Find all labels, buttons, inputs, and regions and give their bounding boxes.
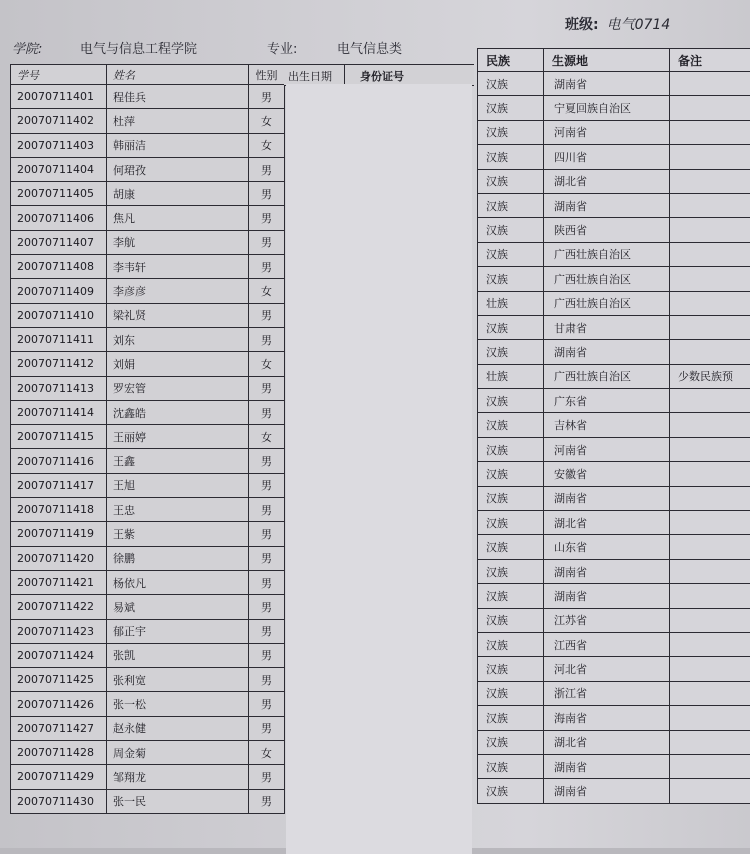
origin-cell: 吉林省 xyxy=(544,413,670,437)
student-id-cell: 20070711401 xyxy=(11,85,107,109)
col-remarks: 备注 xyxy=(670,49,750,72)
gender-cell: 男 xyxy=(249,376,285,400)
remark-cell xyxy=(670,486,750,510)
student-id-cell: 20070711402 xyxy=(11,109,107,133)
col-ethnicity: 民族 xyxy=(478,49,544,72)
origin-cell: 湖北省 xyxy=(544,169,670,193)
table-row xyxy=(478,169,750,193)
class-label: 班级: xyxy=(565,17,599,33)
remark-cell xyxy=(670,145,750,169)
remark-cell xyxy=(670,96,750,120)
origin-cell: 湖北省 xyxy=(544,511,670,535)
gender-cell: 男 xyxy=(249,765,285,789)
gender-cell: 男 xyxy=(249,85,285,109)
col-birth-date: 出生日期 xyxy=(288,68,332,84)
name-cell: 李航 xyxy=(107,230,249,254)
table-row xyxy=(478,242,750,266)
name-cell: 梁礼贤 xyxy=(107,303,249,327)
table-row xyxy=(478,437,750,461)
name-cell: 王紫 xyxy=(107,522,249,546)
table-row xyxy=(11,400,285,424)
gender-cell: 男 xyxy=(249,206,285,230)
name-cell: 胡康 xyxy=(107,182,249,206)
student-id-cell: 20070711416 xyxy=(11,449,107,473)
table-row xyxy=(478,291,750,315)
origin-cell: 宁夏回族自治区 xyxy=(544,96,670,120)
table-row xyxy=(478,486,750,510)
gender-cell: 男 xyxy=(249,449,285,473)
remark-cell xyxy=(670,267,750,291)
ethnicity-cell: 汉族 xyxy=(478,706,544,730)
table-row xyxy=(11,206,285,230)
ethnicity-cell: 汉族 xyxy=(478,145,544,169)
remark-cell xyxy=(670,169,750,193)
ethnicity-cell: 汉族 xyxy=(478,779,544,803)
student-id-cell: 20070711411 xyxy=(11,327,107,351)
student-id-cell: 20070711426 xyxy=(11,692,107,716)
student-id-cell: 20070711406 xyxy=(11,206,107,230)
origin-cell: 广西壮族自治区 xyxy=(544,242,670,266)
student-id-cell: 20070711413 xyxy=(11,376,107,400)
name-cell: 罗宏管 xyxy=(107,376,249,400)
origin-cell: 湖北省 xyxy=(544,730,670,754)
table-row xyxy=(478,267,750,291)
table-row xyxy=(478,779,750,803)
student-id-cell: 20070711424 xyxy=(11,643,107,667)
table-row xyxy=(478,730,750,754)
origin-cell: 江西省 xyxy=(544,632,670,656)
table-row xyxy=(11,327,285,351)
table-row xyxy=(11,498,285,522)
student-table-right xyxy=(477,48,750,804)
table-row xyxy=(478,193,750,217)
table-row xyxy=(11,668,285,692)
middle-header-strip xyxy=(284,64,474,86)
table-row xyxy=(11,595,285,619)
table-row xyxy=(11,741,285,765)
origin-cell: 甘肃省 xyxy=(544,315,670,339)
student-id-cell: 20070711427 xyxy=(11,716,107,740)
ethnicity-cell: 汉族 xyxy=(478,169,544,193)
student-id-cell: 20070711404 xyxy=(11,157,107,181)
gender-cell: 男 xyxy=(249,400,285,424)
remark-cell xyxy=(670,413,750,437)
table-row xyxy=(478,413,750,437)
student-id-cell: 20070711405 xyxy=(11,182,107,206)
name-cell: 刘娟 xyxy=(107,352,249,376)
student-id-cell: 20070711408 xyxy=(11,255,107,279)
table-row xyxy=(11,255,285,279)
table-row xyxy=(11,425,285,449)
gender-cell: 女 xyxy=(249,133,285,157)
col-origin: 生源地 xyxy=(544,49,670,72)
gender-cell: 男 xyxy=(249,595,285,619)
student-id-cell: 20070711414 xyxy=(11,400,107,424)
table-row xyxy=(11,546,285,570)
name-cell: 程佳兵 xyxy=(107,85,249,109)
table-row xyxy=(11,133,285,157)
table-row xyxy=(478,96,750,120)
remark-cell xyxy=(670,437,750,461)
remark-cell xyxy=(670,462,750,486)
table-row xyxy=(478,754,750,778)
ethnicity-cell: 汉族 xyxy=(478,315,544,339)
student-id-cell: 20070711415 xyxy=(11,425,107,449)
table-row xyxy=(478,364,750,388)
origin-cell: 湖南省 xyxy=(544,486,670,510)
table-row xyxy=(11,789,285,813)
major-value: 电气信息类 xyxy=(337,38,402,57)
name-cell: 易斌 xyxy=(107,595,249,619)
table-row xyxy=(11,522,285,546)
origin-cell: 河北省 xyxy=(544,657,670,681)
college-label: 学院: xyxy=(12,38,42,57)
table-row xyxy=(478,706,750,730)
origin-cell: 河南省 xyxy=(544,120,670,144)
major-label: 专业: xyxy=(267,38,297,57)
student-id-cell: 20070711407 xyxy=(11,230,107,254)
remark-cell xyxy=(670,291,750,315)
student-id-cell: 20070711419 xyxy=(11,522,107,546)
student-id-cell: 20070711409 xyxy=(11,279,107,303)
ethnicity-cell: 汉族 xyxy=(478,730,544,754)
remark-cell xyxy=(670,632,750,656)
student-id-cell: 20070711422 xyxy=(11,595,107,619)
student-id-cell: 20070711417 xyxy=(11,473,107,497)
remark-cell xyxy=(670,657,750,681)
col-id-number: 身份证号 xyxy=(360,68,404,84)
origin-cell: 陕西省 xyxy=(544,218,670,242)
student-id-cell: 20070711412 xyxy=(11,352,107,376)
table-row xyxy=(478,657,750,681)
name-cell: 李彦彦 xyxy=(107,279,249,303)
student-id-cell: 20070711420 xyxy=(11,546,107,570)
table-row xyxy=(478,218,750,242)
table-row xyxy=(11,157,285,181)
gender-cell: 男 xyxy=(249,716,285,740)
gender-cell: 女 xyxy=(249,352,285,376)
remark-cell xyxy=(670,584,750,608)
origin-cell: 浙江省 xyxy=(544,681,670,705)
gender-cell: 男 xyxy=(249,327,285,351)
gender-cell: 男 xyxy=(249,498,285,522)
remark-cell xyxy=(670,193,750,217)
column-divider xyxy=(344,65,345,85)
remark-cell: 少数民族预 xyxy=(670,364,750,388)
table-row xyxy=(478,535,750,559)
name-cell: 沈鑫皓 xyxy=(107,400,249,424)
gender-cell: 女 xyxy=(249,109,285,133)
name-cell: 张一松 xyxy=(107,692,249,716)
remark-cell xyxy=(670,242,750,266)
table-row xyxy=(11,692,285,716)
gender-cell: 男 xyxy=(249,157,285,181)
origin-cell: 河南省 xyxy=(544,437,670,461)
remark-cell xyxy=(670,779,750,803)
name-cell: 韩丽洁 xyxy=(107,133,249,157)
name-cell: 邹翔龙 xyxy=(107,765,249,789)
remark-cell xyxy=(670,754,750,778)
origin-cell: 广西壮族自治区 xyxy=(544,364,670,388)
name-cell: 王旭 xyxy=(107,473,249,497)
table-row xyxy=(11,716,285,740)
ethnicity-cell: 汉族 xyxy=(478,267,544,291)
class-info xyxy=(565,14,670,34)
origin-cell: 湖南省 xyxy=(544,193,670,217)
ethnicity-cell: 汉族 xyxy=(478,608,544,632)
table-row xyxy=(11,643,285,667)
student-id-cell: 20070711429 xyxy=(11,765,107,789)
gender-cell: 男 xyxy=(249,692,285,716)
student-id-cell: 20070711421 xyxy=(11,570,107,594)
gender-cell: 男 xyxy=(249,473,285,497)
table-row xyxy=(11,352,285,376)
student-id-cell: 20070711428 xyxy=(11,741,107,765)
remark-cell xyxy=(670,72,750,96)
gender-cell: 女 xyxy=(249,741,285,765)
right-header-row xyxy=(478,49,750,72)
gender-cell: 男 xyxy=(249,182,285,206)
name-cell: 赵永健 xyxy=(107,716,249,740)
name-cell: 刘东 xyxy=(107,327,249,351)
origin-cell: 江苏省 xyxy=(544,608,670,632)
class-value: 电气0714 xyxy=(607,17,671,33)
table-row xyxy=(11,376,285,400)
origin-cell: 安徽省 xyxy=(544,462,670,486)
remark-cell xyxy=(670,681,750,705)
name-cell: 张凯 xyxy=(107,643,249,667)
table-row xyxy=(478,584,750,608)
table-row xyxy=(478,72,750,96)
ethnicity-cell: 汉族 xyxy=(478,72,544,96)
origin-cell: 湖南省 xyxy=(544,72,670,96)
gender-cell: 男 xyxy=(249,668,285,692)
table-row xyxy=(478,632,750,656)
table-row xyxy=(478,559,750,583)
name-cell: 何珺孜 xyxy=(107,157,249,181)
student-id-cell: 20070711410 xyxy=(11,303,107,327)
ethnicity-cell: 汉族 xyxy=(478,462,544,486)
remark-cell xyxy=(670,730,750,754)
gender-cell: 男 xyxy=(249,643,285,667)
table-row xyxy=(11,85,285,109)
origin-cell: 广东省 xyxy=(544,389,670,413)
origin-cell: 湖南省 xyxy=(544,559,670,583)
ethnicity-cell: 汉族 xyxy=(478,584,544,608)
col-student-id: 学号 xyxy=(11,65,107,85)
remark-cell xyxy=(670,389,750,413)
remark-cell xyxy=(670,608,750,632)
origin-cell: 广西壮族自治区 xyxy=(544,267,670,291)
remark-cell xyxy=(670,559,750,583)
table-row xyxy=(478,511,750,535)
table-row xyxy=(11,449,285,473)
ethnicity-cell: 汉族 xyxy=(478,657,544,681)
ethnicity-cell: 汉族 xyxy=(478,193,544,217)
origin-cell: 四川省 xyxy=(544,145,670,169)
ethnicity-cell: 汉族 xyxy=(478,389,544,413)
name-cell: 杨依凡 xyxy=(107,570,249,594)
ethnicity-cell: 汉族 xyxy=(478,218,544,242)
remark-cell xyxy=(670,511,750,535)
ethnicity-cell: 汉族 xyxy=(478,96,544,120)
gender-cell: 男 xyxy=(249,303,285,327)
gender-cell: 男 xyxy=(249,789,285,813)
origin-cell: 湖南省 xyxy=(544,340,670,364)
masked-column-area xyxy=(286,84,472,854)
ethnicity-cell: 汉族 xyxy=(478,437,544,461)
table-row xyxy=(11,279,285,303)
table-row xyxy=(478,145,750,169)
name-cell: 郁正宇 xyxy=(107,619,249,643)
ethnicity-cell: 汉族 xyxy=(478,340,544,364)
table-row xyxy=(11,570,285,594)
name-cell: 张一民 xyxy=(107,789,249,813)
remark-cell xyxy=(670,120,750,144)
col-name: 姓名 xyxy=(107,65,249,85)
table-row xyxy=(11,303,285,327)
table-row xyxy=(11,473,285,497)
table-row xyxy=(11,182,285,206)
remark-cell xyxy=(670,340,750,364)
left-header-row xyxy=(11,65,285,85)
gender-cell: 男 xyxy=(249,522,285,546)
ethnicity-cell: 汉族 xyxy=(478,559,544,583)
table-row xyxy=(478,681,750,705)
origin-cell: 海南省 xyxy=(544,706,670,730)
ethnicity-cell: 汉族 xyxy=(478,681,544,705)
ethnicity-cell: 汉族 xyxy=(478,413,544,437)
table-row xyxy=(478,315,750,339)
gender-cell: 男 xyxy=(249,255,285,279)
ethnicity-cell: 汉族 xyxy=(478,511,544,535)
student-id-cell: 20070711430 xyxy=(11,789,107,813)
table-row xyxy=(478,340,750,364)
ethnicity-cell: 汉族 xyxy=(478,242,544,266)
ethnicity-cell: 壮族 xyxy=(478,291,544,315)
name-cell: 王丽婷 xyxy=(107,425,249,449)
table-row xyxy=(11,619,285,643)
ethnicity-cell: 汉族 xyxy=(478,486,544,510)
table-row xyxy=(478,389,750,413)
table-row xyxy=(478,120,750,144)
name-cell: 王忠 xyxy=(107,498,249,522)
name-cell: 焦凡 xyxy=(107,206,249,230)
origin-cell: 广西壮族自治区 xyxy=(544,291,670,315)
ethnicity-cell: 汉族 xyxy=(478,754,544,778)
remark-cell xyxy=(670,315,750,339)
table-row xyxy=(11,230,285,254)
student-table-left xyxy=(10,64,285,814)
ethnicity-cell: 汉族 xyxy=(478,535,544,559)
college-value: 电气与信息工程学院 xyxy=(80,38,197,57)
table-row xyxy=(478,462,750,486)
name-cell: 李韦轩 xyxy=(107,255,249,279)
student-id-cell: 20070711425 xyxy=(11,668,107,692)
name-cell: 徐鹏 xyxy=(107,546,249,570)
student-id-cell: 20070711418 xyxy=(11,498,107,522)
name-cell: 张利宽 xyxy=(107,668,249,692)
table-row xyxy=(478,608,750,632)
table-row xyxy=(11,765,285,789)
origin-cell: 湖南省 xyxy=(544,779,670,803)
ethnicity-cell: 汉族 xyxy=(478,120,544,144)
name-cell: 王鑫 xyxy=(107,449,249,473)
gender-cell: 男 xyxy=(249,570,285,594)
table-row xyxy=(11,109,285,133)
remark-cell xyxy=(670,218,750,242)
origin-cell: 山东省 xyxy=(544,535,670,559)
student-id-cell: 20070711403 xyxy=(11,133,107,157)
name-cell: 杜萍 xyxy=(107,109,249,133)
college-major-info xyxy=(12,38,452,58)
ethnicity-cell: 壮族 xyxy=(478,364,544,388)
origin-cell: 湖南省 xyxy=(544,584,670,608)
name-cell: 周金菊 xyxy=(107,741,249,765)
remark-cell xyxy=(670,706,750,730)
gender-cell: 男 xyxy=(249,230,285,254)
gender-cell: 男 xyxy=(249,619,285,643)
gender-cell: 男 xyxy=(249,546,285,570)
student-id-cell: 20070711423 xyxy=(11,619,107,643)
gender-cell: 女 xyxy=(249,425,285,449)
gender-cell: 女 xyxy=(249,279,285,303)
col-gender: 性别 xyxy=(249,65,285,85)
origin-cell: 湖南省 xyxy=(544,754,670,778)
ethnicity-cell: 汉族 xyxy=(478,632,544,656)
remark-cell xyxy=(670,535,750,559)
